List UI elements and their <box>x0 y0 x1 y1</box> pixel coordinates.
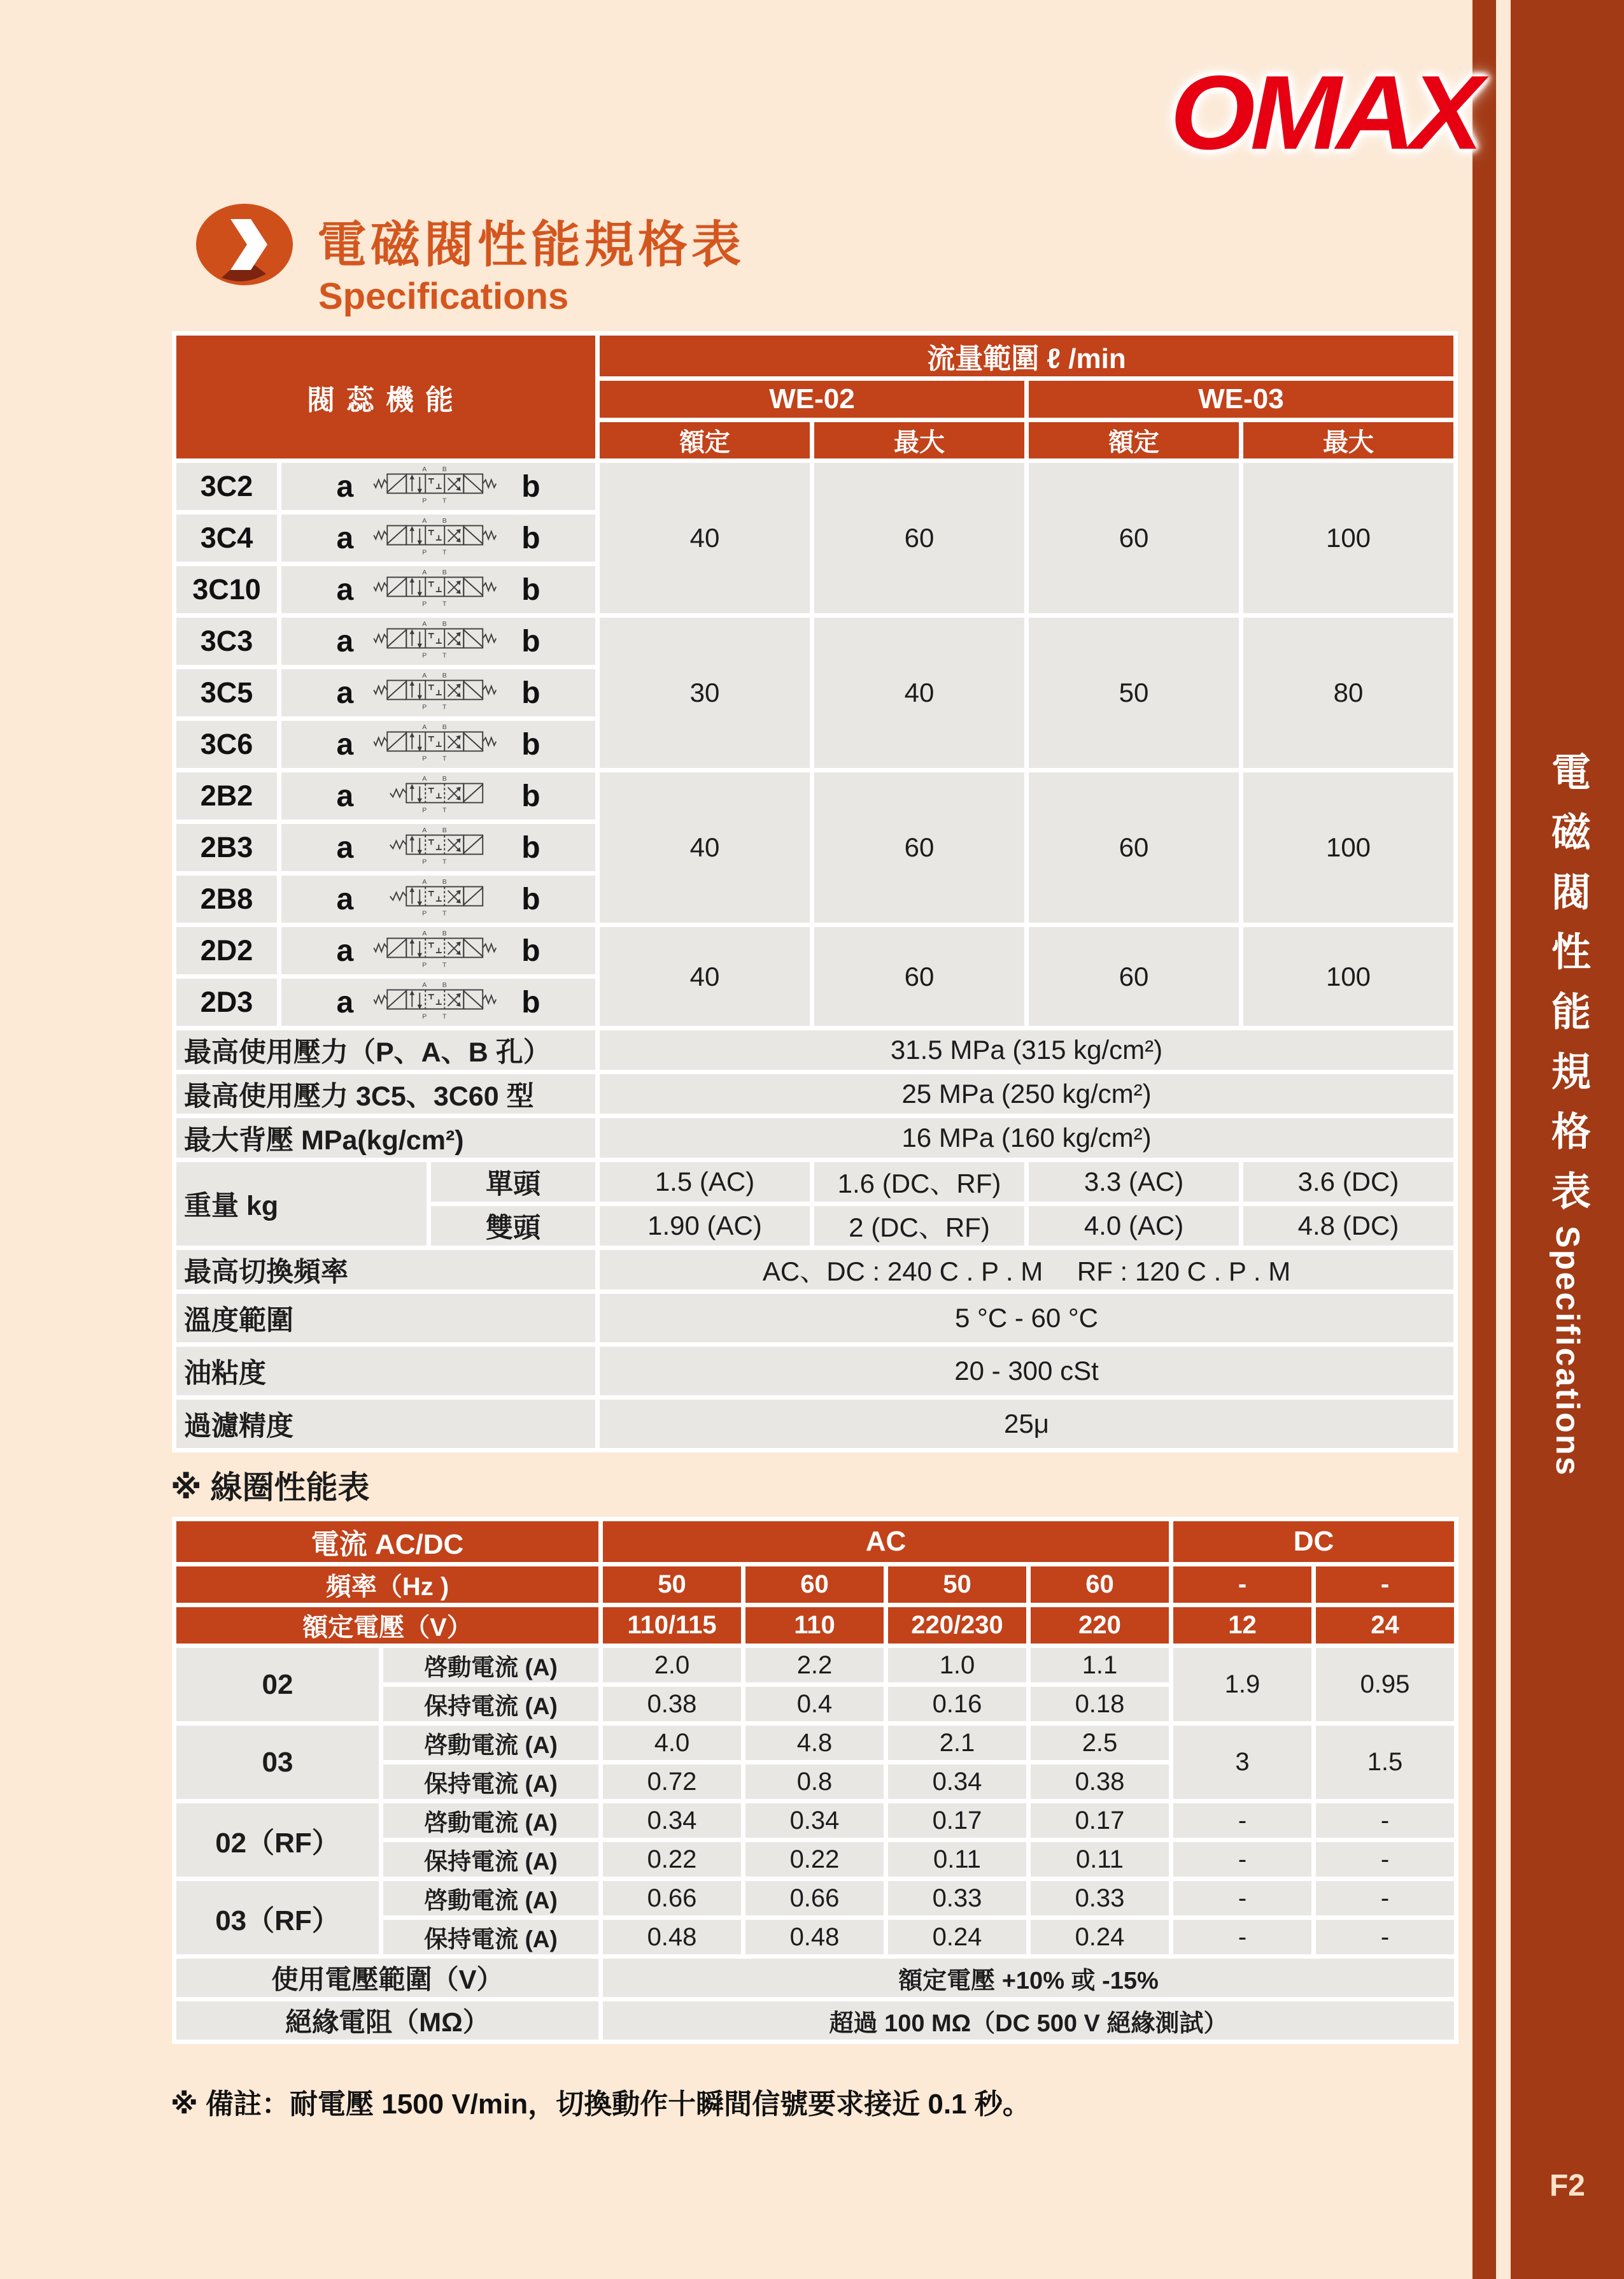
voltage-range-value: 額定電壓 +10% 或 -15% <box>603 1959 1454 1997</box>
svg-text:T: T <box>442 600 447 608</box>
side-a-label: a <box>336 676 354 710</box>
freq-value: - <box>1316 1566 1454 1603</box>
coil-section-title: ※ 線圈性能表 <box>171 1470 370 1505</box>
sub-header: 額定 <box>600 422 810 458</box>
current-type: 保持電流 (A) <box>383 1687 598 1721</box>
sub-header: 最大 <box>814 422 1024 458</box>
current-type: 保持電流 (A) <box>383 1842 598 1877</box>
valve-row <box>176 927 1453 974</box>
current-type: 啓動電流 (A) <box>383 1881 598 1915</box>
side-b-label: b <box>521 779 540 813</box>
insulation-label: 絕緣電阻（MΩ） <box>176 2001 598 2040</box>
svg-text:A: A <box>422 775 427 783</box>
svg-text:T: T <box>442 651 447 660</box>
svg-text:B: B <box>442 517 447 525</box>
svg-text:T: T <box>442 755 447 763</box>
side-b-label: b <box>521 882 540 916</box>
size-header: WE-03 <box>1029 381 1453 418</box>
voltage-value: 24 <box>1316 1607 1454 1644</box>
side-b-label: b <box>521 830 540 865</box>
svg-text:P: P <box>422 961 427 969</box>
current-value: 0.34 <box>745 1803 884 1838</box>
valve-symbol <box>370 930 505 972</box>
model-label: 3C3 <box>176 618 277 665</box>
current-value: 0.24 <box>888 1920 1026 1954</box>
svg-text:T: T <box>442 909 447 918</box>
flow-value: 60 <box>814 927 1024 1026</box>
side-a-label: a <box>336 934 354 968</box>
side-b-label: b <box>521 727 540 762</box>
spec-row <box>176 1250 1453 1289</box>
corner-header: 閥蕊機能 <box>176 336 595 458</box>
current-value: 0.8 <box>745 1764 884 1799</box>
spec-value: 31.5 MPa (315 kg/cm²) <box>600 1030 1453 1070</box>
valve-row <box>176 772 1453 820</box>
current-value: 2.2 <box>745 1648 884 1682</box>
svg-text:P: P <box>422 651 427 660</box>
weight-value: 1.5 (AC) <box>600 1162 810 1202</box>
valve-symbol <box>370 827 505 869</box>
current-value: 2.1 <box>888 1726 1026 1760</box>
table-header-row <box>176 336 1453 376</box>
spec-value: 20 - 300 cSt <box>600 1347 1453 1395</box>
svg-text:P: P <box>422 1012 427 1021</box>
chevron-icon <box>195 202 294 287</box>
freq-value: - <box>1173 1566 1311 1603</box>
weight-label: 重量 kg <box>176 1162 427 1246</box>
model-label: 2B3 <box>176 824 277 871</box>
model-label: 2D3 <box>176 979 277 1026</box>
weight-row <box>176 1162 1453 1202</box>
current-value: 1.0 <box>888 1648 1026 1682</box>
spec-label: 溫度範圍 <box>176 1294 595 1342</box>
coil-table <box>172 1517 1458 2044</box>
valve-symbol <box>370 465 505 508</box>
svg-text:A: A <box>422 827 427 834</box>
flow-value: 60 <box>814 772 1024 923</box>
coil-header-row <box>176 1566 1454 1603</box>
flow-value: 60 <box>814 463 1024 613</box>
freq-value: 60 <box>745 1566 884 1603</box>
current-value: - <box>1316 1881 1454 1915</box>
current-value: 0.72 <box>603 1764 741 1799</box>
spec-row <box>176 1294 1453 1342</box>
svg-text:P: P <box>422 600 427 608</box>
model-label: 3C6 <box>176 721 277 768</box>
svg-text:T: T <box>442 961 447 969</box>
flow-value: 40 <box>600 463 810 613</box>
coil-row <box>176 1648 1454 1682</box>
side-b-label: b <box>521 624 540 658</box>
svg-text:T: T <box>442 1012 447 1021</box>
current-type: 啓動電流 (A) <box>383 1648 598 1682</box>
spec-value: AC、DC : 240 C . P . M RF : 120 C . P . M <box>600 1250 1453 1289</box>
valve-row <box>176 618 1453 665</box>
svg-text:B: B <box>442 930 447 937</box>
svg-text:P: P <box>422 497 427 505</box>
svg-text:B: B <box>442 775 447 783</box>
model-label: 2D2 <box>176 927 277 974</box>
voltage-value: 110 <box>745 1607 884 1644</box>
current-type: 保持電流 (A) <box>383 1764 598 1799</box>
voltage-value: 220 <box>1031 1607 1169 1644</box>
svg-text:A: A <box>422 723 427 731</box>
spec-row <box>176 1074 1453 1114</box>
svg-text:A: A <box>422 930 427 937</box>
valve-symbol-cell <box>281 927 595 974</box>
current-value: 0.4 <box>745 1687 884 1721</box>
current-value: 0.16 <box>888 1687 1026 1721</box>
svg-text:A: A <box>422 465 427 473</box>
valve-symbol <box>370 981 505 1023</box>
voltage-range-label: 使用電壓範圍（V） <box>176 1959 598 1997</box>
coil-row <box>176 1726 1454 1760</box>
spec-row <box>176 1118 1453 1158</box>
current-value: 0.17 <box>1031 1803 1169 1838</box>
sidebar-title-zh: 電磁閥性能規格表 <box>1545 751 1590 1230</box>
svg-text:B: B <box>442 827 447 834</box>
svg-text:P: P <box>422 548 427 557</box>
current-value: 0.95 <box>1316 1648 1454 1721</box>
current-value: 0.48 <box>603 1920 741 1954</box>
model-label: 2B2 <box>176 772 277 820</box>
coil-model: 03（RF） <box>176 1881 379 1954</box>
model-label: 3C10 <box>176 566 277 613</box>
spec-value: 25 MPa (250 kg/cm²) <box>600 1074 1453 1114</box>
svg-text:B: B <box>442 672 447 679</box>
side-b-label: b <box>521 676 540 710</box>
flow-value: 60 <box>1029 927 1239 1026</box>
svg-text:T: T <box>442 806 447 814</box>
valve-row <box>176 463 1453 510</box>
current-header: 電流 AC/DC <box>176 1521 598 1562</box>
current-value: 0.24 <box>1031 1920 1169 1954</box>
page-number: F2 <box>1549 2169 1585 2203</box>
side-a-label: a <box>336 779 354 813</box>
valve-symbol <box>370 620 505 662</box>
svg-text:A: A <box>422 672 427 679</box>
weight-sub-label: 單頭 <box>431 1162 595 1202</box>
current-value: 2.5 <box>1031 1726 1169 1760</box>
coil-model: 02 <box>176 1648 379 1721</box>
flow-value: 30 <box>600 618 810 768</box>
coil-model: 03 <box>176 1726 379 1799</box>
current-value: - <box>1316 1842 1454 1877</box>
valve-symbol-cell <box>281 772 595 820</box>
spec-label: 最高使用壓力 3C5、3C60 型 <box>176 1074 595 1114</box>
flow-value: 60 <box>1029 772 1239 923</box>
voltage-value: 220/230 <box>888 1607 1026 1644</box>
current-value: 1.1 <box>1031 1648 1169 1682</box>
valve-symbol-cell <box>281 566 595 613</box>
size-header: WE-02 <box>600 381 1024 418</box>
valve-symbol <box>370 569 505 611</box>
spec-label: 最高使用壓力（P、A、B 孔） <box>176 1030 595 1070</box>
spec-table <box>172 331 1458 1452</box>
side-a-label: a <box>336 521 354 555</box>
current-value: 1.5 <box>1316 1726 1454 1799</box>
flow-value: 40 <box>600 772 810 923</box>
current-value: 0.34 <box>888 1764 1026 1799</box>
current-value: 4.0 <box>603 1726 741 1760</box>
svg-text:T: T <box>442 548 447 557</box>
svg-text:B: B <box>442 723 447 731</box>
side-a-label: a <box>336 985 354 1019</box>
spec-label: 油粘度 <box>176 1347 595 1395</box>
current-value: - <box>1316 1920 1454 1954</box>
coil-bottom-row <box>176 2001 1454 2040</box>
side-a-label: a <box>336 830 354 865</box>
current-value: 1.9 <box>1173 1648 1311 1721</box>
flow-value: 100 <box>1243 927 1453 1026</box>
dc-header: DC <box>1173 1521 1454 1562</box>
current-value: 4.8 <box>745 1726 884 1760</box>
flow-value: 40 <box>814 618 1024 768</box>
valve-symbol-cell <box>281 618 595 665</box>
valve-symbol <box>370 672 505 714</box>
coil-header-row <box>176 1521 1454 1562</box>
current-value: 3 <box>1173 1726 1311 1799</box>
current-value: 0.18 <box>1031 1687 1169 1721</box>
weight-value: 3.3 (AC) <box>1029 1162 1239 1202</box>
valve-symbol-cell <box>281 669 595 716</box>
svg-text:B: B <box>442 569 447 576</box>
current-value: 0.66 <box>745 1881 884 1915</box>
current-value: 0.48 <box>745 1920 884 1954</box>
model-label: 3C5 <box>176 669 277 716</box>
side-a-label: a <box>336 624 354 658</box>
valve-symbol-cell <box>281 515 595 562</box>
svg-text:A: A <box>422 569 427 576</box>
current-type: 保持電流 (A) <box>383 1920 598 1954</box>
current-type: 啓動電流 (A) <box>383 1726 598 1760</box>
valve-symbol <box>370 517 505 559</box>
svg-text:B: B <box>442 981 447 989</box>
freq-value: 60 <box>1031 1566 1169 1603</box>
voltage-value: 12 <box>1173 1607 1311 1644</box>
current-value: 0.33 <box>888 1881 1026 1915</box>
side-a-label: a <box>336 727 354 762</box>
spec-label: 最大背壓 MPa(kg/cm²) <box>176 1118 595 1158</box>
svg-text:B: B <box>442 878 447 886</box>
svg-text:A: A <box>422 620 427 628</box>
sidebar-title-en: Specifications <box>1549 1226 1586 1477</box>
current-type: 啓動電流 (A) <box>383 1803 598 1838</box>
weight-value: 4.8 (DC) <box>1243 1206 1453 1246</box>
side-b-label: b <box>521 521 540 555</box>
current-value: 0.17 <box>888 1803 1026 1838</box>
current-value: 0.11 <box>888 1842 1026 1877</box>
flow-value: 80 <box>1243 618 1453 768</box>
coil-header-row <box>176 1607 1454 1644</box>
current-value: - <box>1173 1881 1311 1915</box>
svg-text:B: B <box>442 620 447 628</box>
freq-value: 50 <box>603 1566 741 1603</box>
weight-value: 1.6 (DC、RF) <box>814 1162 1024 1202</box>
valve-symbol-cell <box>281 979 595 1026</box>
valve-symbol <box>370 878 505 920</box>
coil-row <box>176 1803 1454 1838</box>
svg-text:P: P <box>422 858 427 866</box>
current-value: 0.33 <box>1031 1881 1169 1915</box>
side-a-label: a <box>336 469 354 504</box>
spec-value: 16 MPa (160 kg/cm²) <box>600 1118 1453 1158</box>
svg-text:A: A <box>422 981 427 989</box>
flow-value: 100 <box>1243 772 1453 923</box>
valve-symbol-cell <box>281 824 595 871</box>
flow-header: 流量範圍 ℓ /min <box>600 336 1453 376</box>
valve-symbol-cell <box>281 876 595 923</box>
freq-label: 頻率（Hz ) <box>176 1566 598 1603</box>
current-value: 0.34 <box>603 1803 741 1838</box>
current-value: - <box>1173 1920 1311 1954</box>
model-label: 3C4 <box>176 515 277 562</box>
side-b-label: b <box>521 572 540 607</box>
svg-text:B: B <box>442 465 447 473</box>
current-value: - <box>1173 1842 1311 1877</box>
current-value: 0.38 <box>603 1687 741 1721</box>
valve-symbol-cell <box>281 463 595 510</box>
side-a-label: a <box>336 882 354 916</box>
spec-row <box>176 1400 1453 1448</box>
voltage-value: 110/115 <box>603 1607 741 1644</box>
svg-text:A: A <box>422 878 427 886</box>
svg-text:P: P <box>422 909 427 918</box>
valve-symbol-cell <box>281 721 595 768</box>
ac-header: AC <box>603 1521 1169 1562</box>
model-label: 2B8 <box>176 876 277 923</box>
current-value: 0.38 <box>1031 1764 1169 1799</box>
spec-row <box>176 1030 1453 1070</box>
current-value: 2.0 <box>603 1648 741 1682</box>
flow-value: 100 <box>1243 463 1453 613</box>
svg-text:P: P <box>422 703 427 711</box>
weight-sub-label: 雙頭 <box>431 1206 595 1246</box>
page-title-zh: 電磁閥性能規格表 <box>317 217 745 273</box>
coil-bottom-row <box>176 1959 1454 1997</box>
freq-value: 50 <box>888 1566 1026 1603</box>
side-a-label: a <box>336 572 354 607</box>
spec-value: 25μ <box>600 1400 1453 1448</box>
svg-text:P: P <box>422 755 427 763</box>
spec-label: 最高切換頻率 <box>176 1250 595 1289</box>
side-b-label: b <box>521 985 540 1019</box>
current-value: 0.22 <box>603 1842 741 1877</box>
spec-value: 5 °C - 60 °C <box>600 1294 1453 1342</box>
voltage-label: 額定電壓（V） <box>176 1607 598 1644</box>
omax-logo: OMAX <box>1170 53 1478 172</box>
insulation-value: 超過 100 MΩ（DC 500 V 絕緣測試） <box>603 2001 1454 2040</box>
current-value: - <box>1173 1803 1311 1838</box>
page-title-en: Specifications <box>318 276 569 317</box>
svg-text:A: A <box>422 517 427 525</box>
flow-value: 50 <box>1029 618 1239 768</box>
side-b-label: b <box>521 469 540 504</box>
weight-value: 1.90 (AC) <box>600 1206 810 1246</box>
svg-text:T: T <box>442 703 447 711</box>
flow-value: 40 <box>600 927 810 1026</box>
flow-value: 60 <box>1029 463 1239 613</box>
current-value: 0.11 <box>1031 1842 1169 1877</box>
valve-symbol <box>370 775 505 817</box>
svg-text:T: T <box>442 497 447 505</box>
side-b-label: b <box>521 934 540 968</box>
svg-text:T: T <box>442 858 447 866</box>
coil-model: 02（RF） <box>176 1803 379 1877</box>
sub-header: 額定 <box>1029 422 1239 458</box>
current-value: 0.22 <box>745 1842 884 1877</box>
svg-text:P: P <box>422 806 427 814</box>
weight-value: 3.6 (DC) <box>1243 1162 1453 1202</box>
coil-row <box>176 1881 1454 1915</box>
weight-value: 4.0 (AC) <box>1029 1206 1239 1246</box>
current-value: 0.66 <box>603 1881 741 1915</box>
spec-row <box>176 1347 1453 1395</box>
model-label: 3C2 <box>176 463 277 510</box>
current-value: - <box>1316 1803 1454 1838</box>
spec-label: 過濾精度 <box>176 1400 595 1448</box>
side-accent-stripe <box>1472 0 1496 2279</box>
footnote-note: ※ 備註：耐電壓 1500 V/min，切換動作十瞬間信號要求接近 0.1 秒。 <box>171 2089 1031 2120</box>
valve-symbol <box>370 723 505 765</box>
weight-value: 2 (DC、RF) <box>814 1206 1024 1246</box>
side-bar <box>1511 0 1624 2279</box>
sub-header: 最大 <box>1243 422 1453 458</box>
